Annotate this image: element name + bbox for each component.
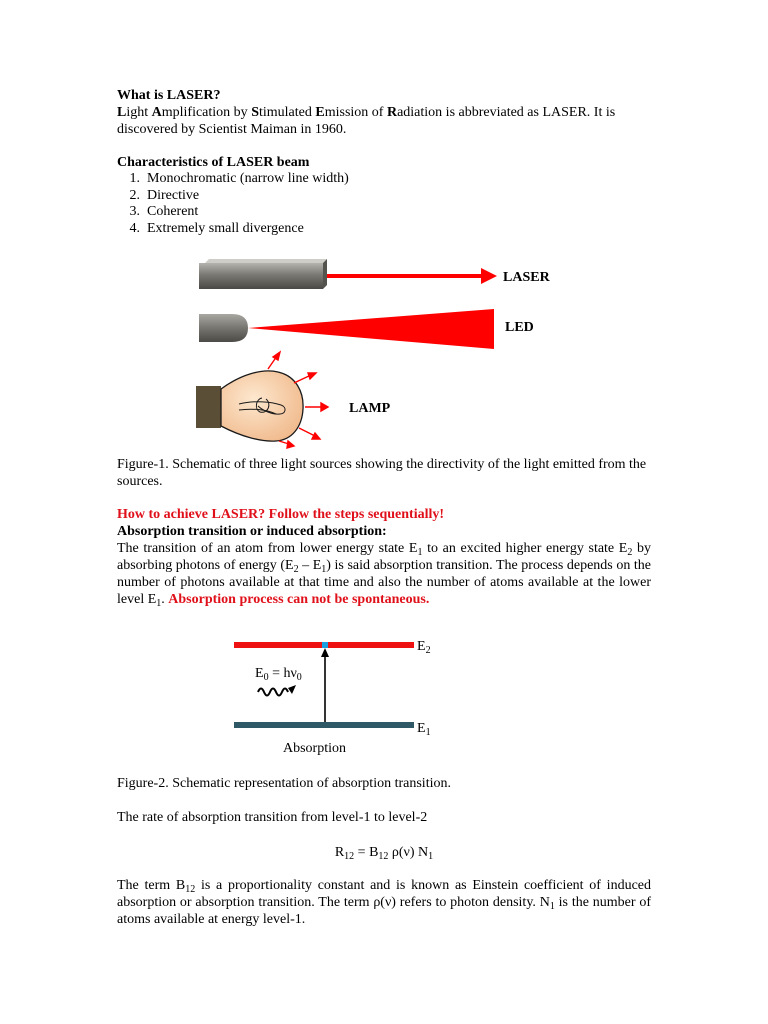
absorption-paragraph: The transition of an atom from lower energy state $E_1$ to an excited higher energy state $E_2$ by absorbing photons of energy $(E_2 - E_1)$ is said absorption transition. The process depends on the number of photons available at that time and also the number of atoms available at the lower level $E_1$. Absorption process can not be spontaneous.	[117, 541, 652, 609]
list-item: 1. Monochromatic (narrow line width)	[129, 171, 349, 186]
acronym-part: Amplification by	[151, 105, 252, 120]
characteristics-heading: Characteristics of LASER beam	[117, 155, 310, 170]
photon-energy-label: $E_0 = h\nu_0$	[255, 666, 302, 683]
e1-label: $E_1$	[417, 721, 431, 738]
figure1-caption: Figure-1. Schematic of three light sources showing the directivity of the light emitted from the sources.	[117, 457, 647, 489]
led-beam	[248, 309, 494, 349]
list-item: 3. Coherent	[129, 204, 199, 219]
absorption-note: Absorption process can not be spontaneous.	[168, 592, 430, 607]
photon-arrow-icon	[288, 685, 296, 694]
acronym-part: Emission of	[315, 105, 387, 120]
einstein-coefficient-paragraph: The term $B_{12}$ is a proportionality constant and is known as Einstein coefficient of induced absorption or absorption transition. The term ρ(ν) refers to photon density. $N_1$ is the number of atoms available at energy level-1.	[117, 878, 651, 927]
figure2-diagram	[0, 620, 768, 770]
acronym-part: Radiation is abbreviated as LASER. It is	[386, 105, 616, 120]
lower-level-line	[234, 722, 414, 728]
led-source	[199, 314, 248, 342]
heading-what-is-laser: What is LASER?	[117, 88, 221, 103]
steps-heading: How to achieve LASER? Follow the steps sequentially!	[117, 507, 445, 522]
acronym-part: Stimulated	[251, 105, 316, 120]
laser-label: LASER	[503, 270, 550, 285]
rate-intro: The rate of absorption transition from level-1 to level-2	[117, 810, 428, 825]
absorption-heading: Absorption transition or induced absorption:	[117, 524, 387, 539]
e2-label: $E_2$	[417, 639, 431, 656]
discovery-text: discovered by Scientist Maiman in 1960.	[117, 122, 347, 137]
excited-atom-dot	[322, 642, 328, 648]
photon-wave-icon	[258, 689, 288, 696]
laser-beam	[327, 268, 497, 284]
acronym-part: Light	[117, 105, 152, 120]
figure2-caption: Figure-2. Schematic representation of absorption transition.	[117, 776, 451, 791]
list-item: 2. Directive	[129, 187, 200, 203]
laser-source	[199, 259, 327, 289]
lamp-source	[196, 371, 303, 441]
list-item: 4. Extremely small divergence	[129, 220, 304, 236]
lamp-label: LAMP	[349, 401, 391, 416]
led-label: LED	[505, 320, 534, 335]
arrow-head	[321, 648, 329, 657]
rate-equation: $R_{12} = B_{12}$ ρ(ν) $N_1$	[334, 845, 434, 862]
figure1-diagram	[0, 0, 768, 460]
absorption-label: Absorption	[283, 741, 346, 756]
